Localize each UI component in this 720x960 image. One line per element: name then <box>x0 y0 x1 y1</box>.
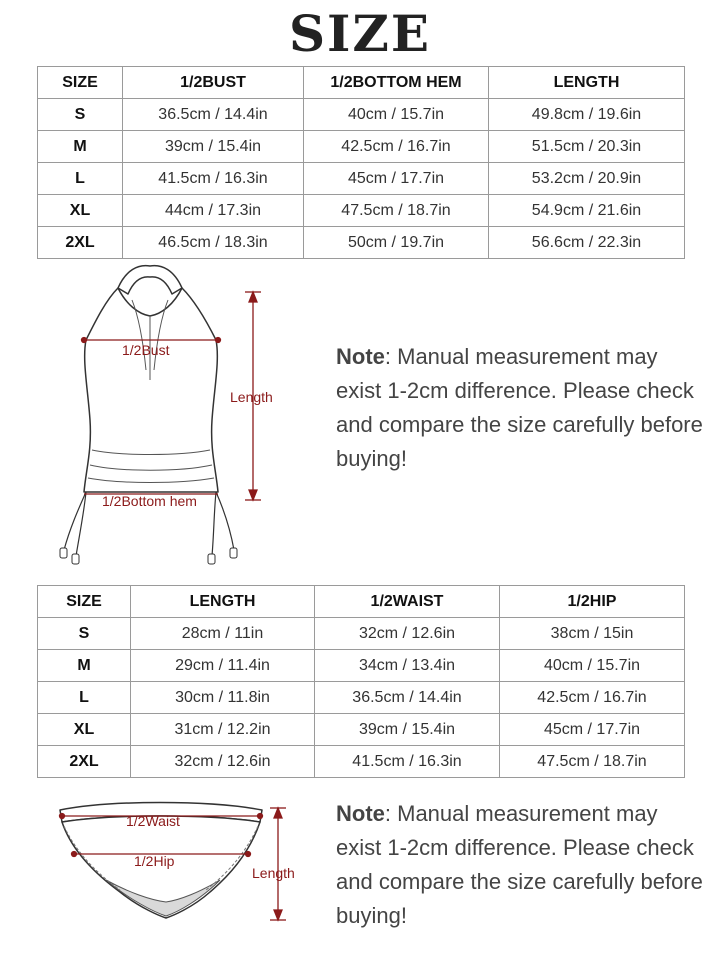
bottom-measurement-note <box>336 797 706 933</box>
table-row <box>38 99 685 131</box>
table-row <box>38 682 685 714</box>
size-cell: 2XL <box>38 227 123 259</box>
table-row <box>38 714 685 746</box>
table-row <box>38 227 685 259</box>
size-cell: M <box>38 131 123 163</box>
table-cell: 51.5cm / 20.3in <box>489 131 685 163</box>
garment-body <box>84 288 218 492</box>
table-cell: 30cm / 11.8in <box>131 682 315 714</box>
page-title: SIZE <box>288 4 432 63</box>
table-cell: 38cm / 15in <box>500 618 685 650</box>
table-cell: 29cm / 11.4in <box>131 650 315 682</box>
column-header: LENGTH <box>489 67 685 99</box>
size-cell: XL <box>38 195 123 227</box>
column-header: SIZE <box>38 586 131 618</box>
table-cell: 41.5cm / 16.3in <box>123 163 304 195</box>
column-header: SIZE <box>38 67 123 99</box>
table-row <box>38 746 685 778</box>
table-row <box>38 163 685 195</box>
table-cell: 39cm / 15.4in <box>123 131 304 163</box>
neck-strap <box>118 266 182 294</box>
bikini-bottom-diagram <box>50 796 310 936</box>
bottom-size-table <box>37 585 685 778</box>
column-header: 1/2BUST <box>123 67 304 99</box>
note-label: Note <box>336 344 385 369</box>
table-row <box>38 650 685 682</box>
table-header-row <box>38 586 685 618</box>
table-cell: 56.6cm / 22.3in <box>489 227 685 259</box>
table-row <box>38 195 685 227</box>
table-cell: 50cm / 19.7in <box>304 227 489 259</box>
note-text: : Manual measurement may exist 1-2cm difference. Please check and compare the size carefully before buying! <box>336 801 703 928</box>
table-cell: 32cm / 12.6in <box>131 746 315 778</box>
table-row <box>38 618 685 650</box>
note-text: : Manual measurement may exist 1-2cm difference. Please check and compare the size carefully before buying! <box>336 344 703 471</box>
table-cell: 47.5cm / 18.7in <box>500 746 685 778</box>
waist-label: 1/2Waist <box>126 813 180 829</box>
table-cell: 42.5cm / 16.7in <box>500 682 685 714</box>
size-cell: S <box>38 99 123 131</box>
size-cell: M <box>38 650 131 682</box>
table-cell: 31cm / 12.2in <box>131 714 315 746</box>
halter-top-diagram <box>40 260 290 570</box>
column-header: 1/2HIP <box>500 586 685 618</box>
table-cell: 45cm / 17.7in <box>500 714 685 746</box>
table-cell: 47.5cm / 18.7in <box>304 195 489 227</box>
length-label: Length <box>230 389 273 405</box>
size-cell: L <box>38 163 123 195</box>
size-cell: 2XL <box>38 746 131 778</box>
table-cell: 54.9cm / 21.6in <box>489 195 685 227</box>
table-cell: 46.5cm / 18.3in <box>123 227 304 259</box>
size-cell: XL <box>38 714 131 746</box>
table-cell: 53.2cm / 20.9in <box>489 163 685 195</box>
top-size-table <box>37 66 685 259</box>
table-cell: 40cm / 15.7in <box>500 650 685 682</box>
table-cell: 36.5cm / 14.4in <box>123 99 304 131</box>
table-cell: 49.8cm / 19.6in <box>489 99 685 131</box>
column-header: LENGTH <box>131 586 315 618</box>
table-cell: 32cm / 12.6in <box>315 618 500 650</box>
length-label: Length <box>252 865 295 881</box>
table-cell: 36.5cm / 14.4in <box>315 682 500 714</box>
note-label: Note <box>336 801 385 826</box>
table-cell: 41.5cm / 16.3in <box>315 746 500 778</box>
column-header: 1/2BOTTOM HEM <box>304 67 489 99</box>
table-cell: 42.5cm / 16.7in <box>304 131 489 163</box>
column-header: 1/2WAIST <box>315 586 500 618</box>
table-header-row <box>38 67 685 99</box>
table-cell: 44cm / 17.3in <box>123 195 304 227</box>
table-cell: 40cm / 15.7in <box>304 99 489 131</box>
table-cell: 45cm / 17.7in <box>304 163 489 195</box>
bottom-hem-label: 1/2Bottom hem <box>102 493 197 509</box>
size-cell: L <box>38 682 131 714</box>
bust-label: 1/2Bust <box>122 342 170 358</box>
size-cell: S <box>38 618 131 650</box>
table-cell: 28cm / 11in <box>131 618 315 650</box>
table-cell: 34cm / 13.4in <box>315 650 500 682</box>
table-cell: 39cm / 15.4in <box>315 714 500 746</box>
hip-label: 1/2Hip <box>134 853 175 869</box>
table-row <box>38 131 685 163</box>
top-measurement-note <box>336 340 706 476</box>
